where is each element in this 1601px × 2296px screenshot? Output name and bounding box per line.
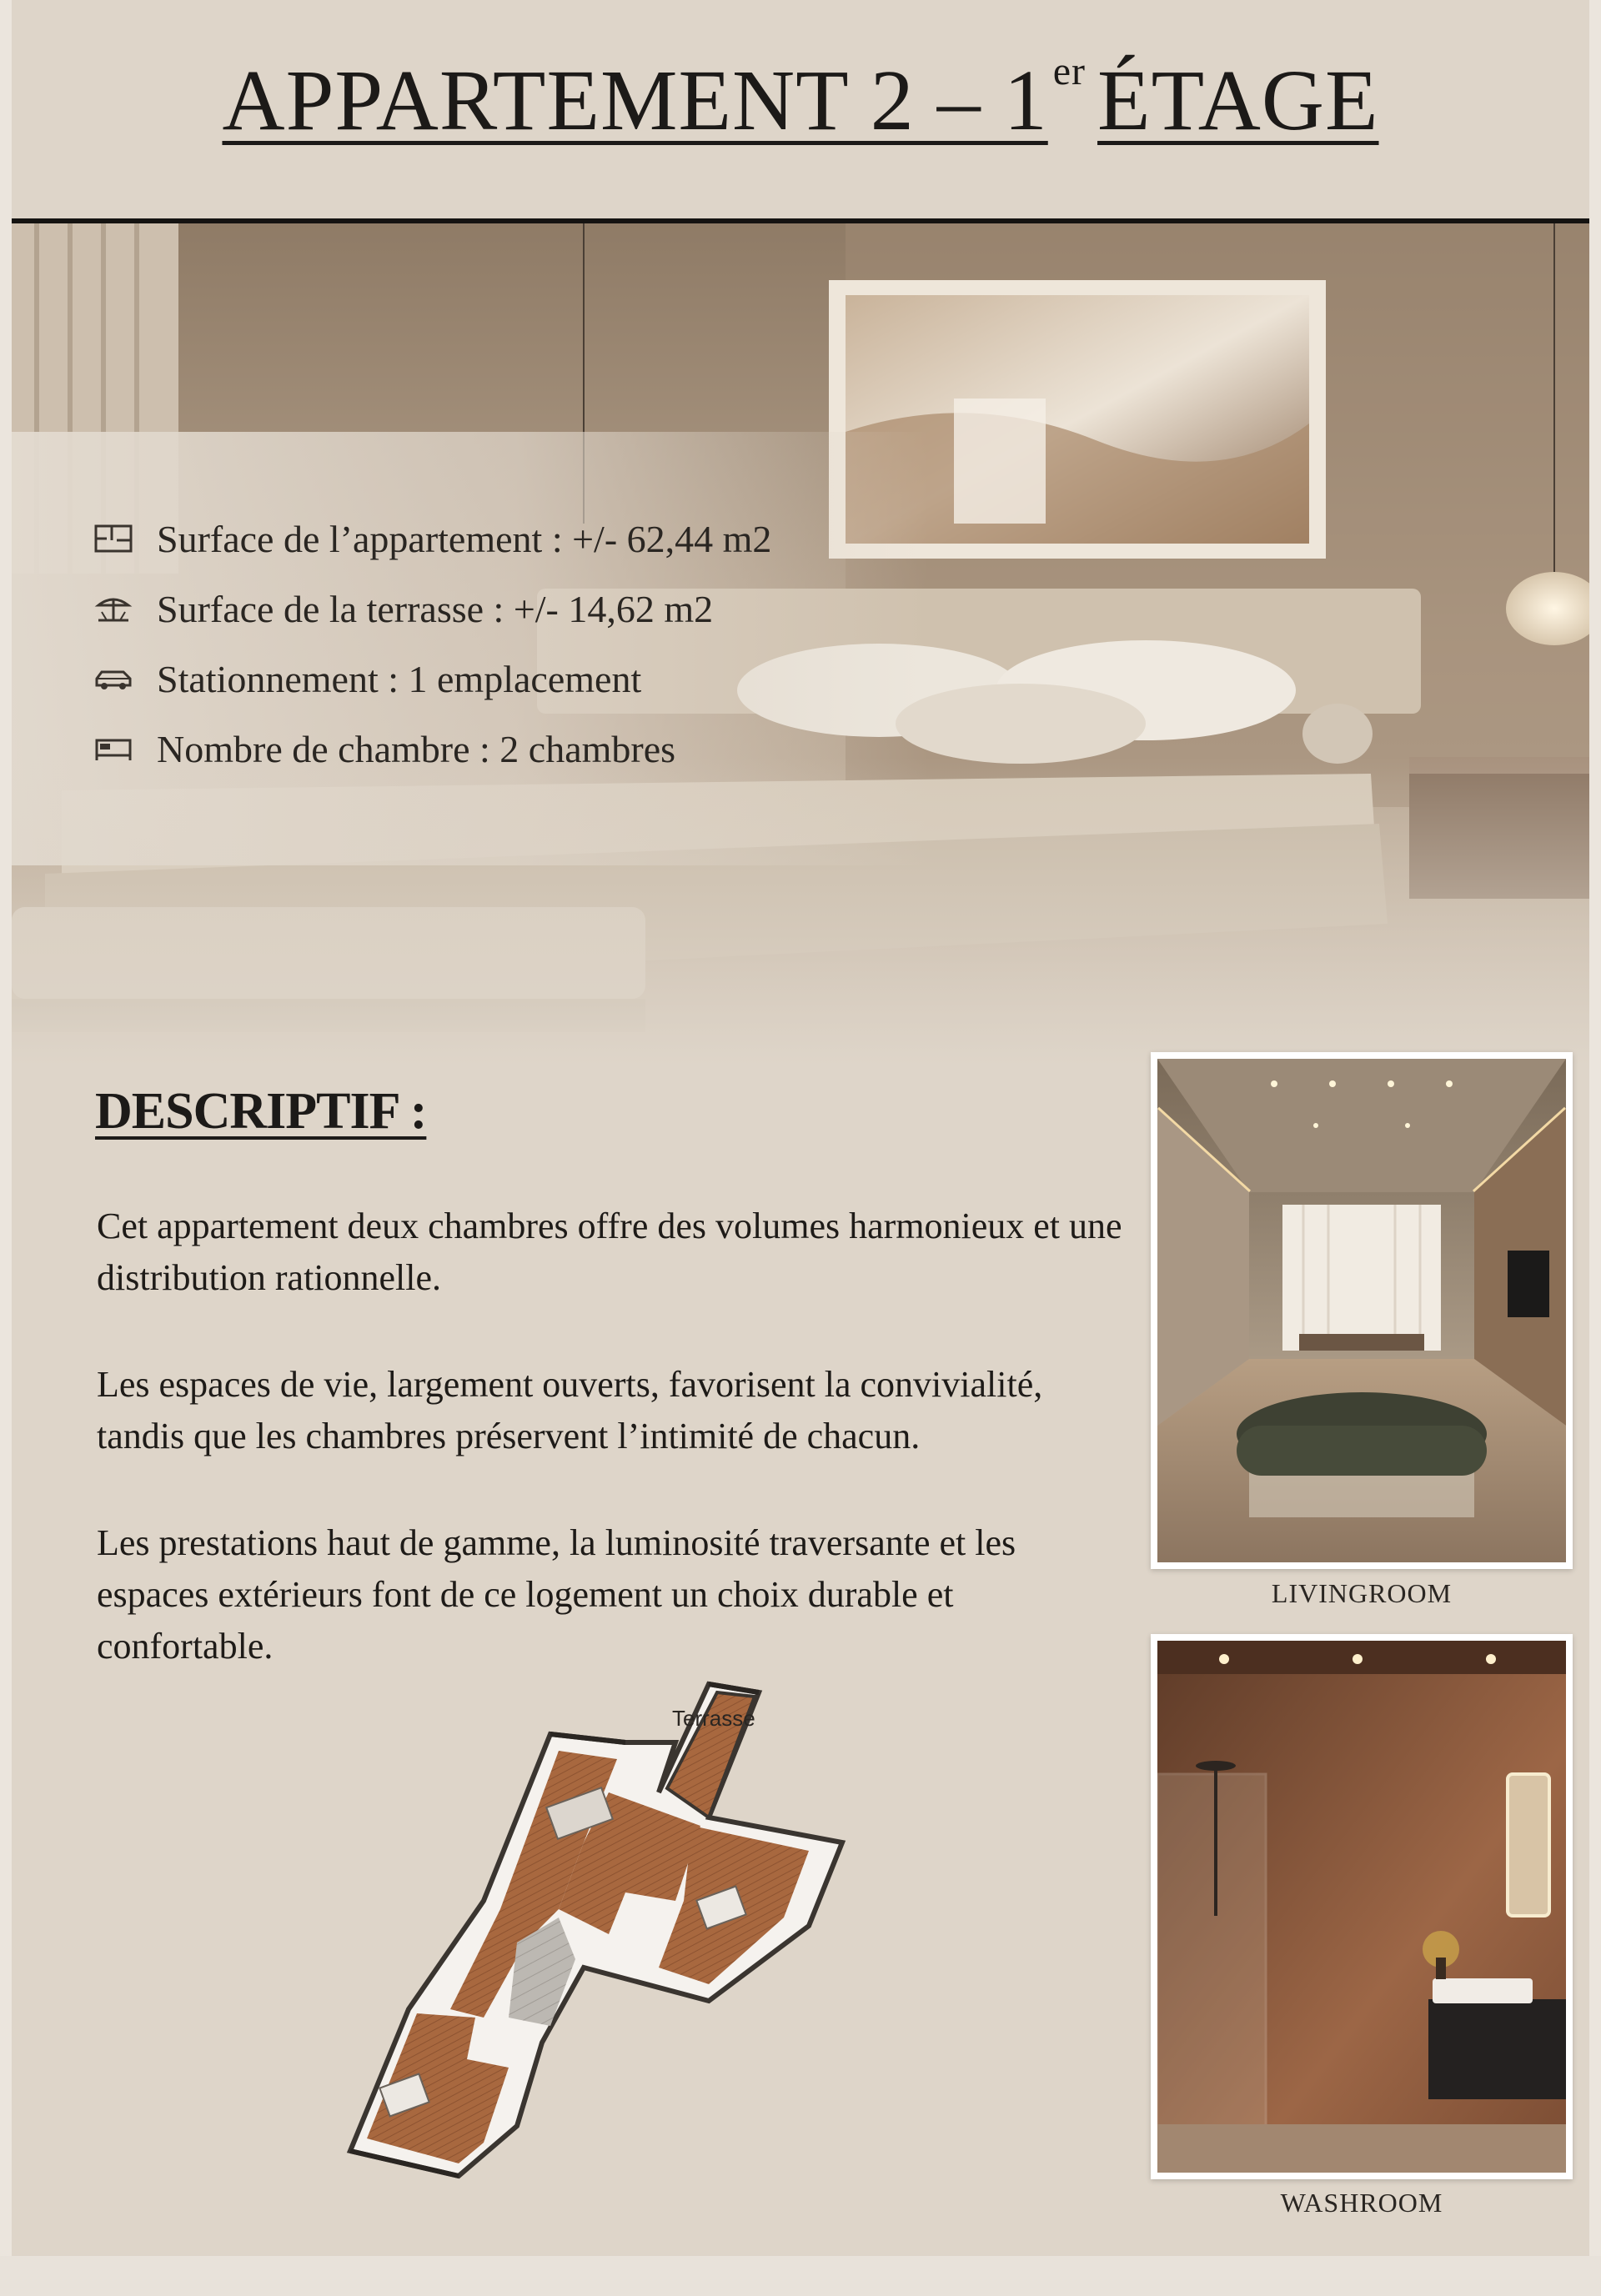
livingroom-caption: LIVINGROOM bbox=[1271, 1578, 1453, 1608]
feature-surface bbox=[93, 504, 771, 574]
floor-plan-icon bbox=[93, 524, 133, 554]
feature-surface-text: Surface de l’appartement : +/- 62,44 m2 bbox=[157, 517, 772, 560]
bottom-band bbox=[0, 2256, 1601, 2296]
terrace-label: Terrasse bbox=[672, 1706, 755, 1731]
washroom-photo bbox=[1151, 1634, 1573, 2179]
feature-parking-text: Stationnement : 1 emplacement bbox=[157, 657, 642, 700]
livingroom-photo bbox=[1151, 1052, 1573, 1569]
feature-terrace-text: Surface de la terrasse : +/- 14,62 m2 bbox=[157, 587, 714, 630]
title-floor: ÉTAGE bbox=[1097, 53, 1379, 148]
feature-parking bbox=[93, 644, 771, 714]
description-paragraph: Les espaces de vie, largement ouverts, favorisent la convivialité, tandis que les chambres préservent l’intimité de chacun. bbox=[97, 1364, 1043, 1456]
floor-plan-image bbox=[309, 1659, 992, 2193]
washroom-caption: WASHROOM bbox=[1280, 2188, 1443, 2218]
feature-list bbox=[93, 504, 771, 784]
title-superscript: er bbox=[1052, 49, 1087, 93]
title-main: APPARTEMENT 2 – 1 bbox=[222, 53, 1048, 148]
page-title bbox=[0, 49, 1601, 148]
feature-terrace bbox=[93, 574, 771, 644]
bed-icon bbox=[93, 734, 133, 764]
feature-bedrooms bbox=[93, 714, 771, 784]
left-margin bbox=[0, 0, 12, 2296]
car-icon bbox=[93, 664, 133, 694]
description-heading: DESCRIPTIF : bbox=[95, 1083, 427, 1140]
description-paragraph: Les prestations haut de gamme, la luminosité traversante et les espaces extérieurs font de ce logement un choix durable et confortable. bbox=[97, 1522, 1016, 1667]
description-paragraph: Cet appartement deux chambres offre des volumes harmonieux et une distribution rationnelle. bbox=[97, 1206, 1122, 1298]
feature-bedrooms-text: Nombre de chambre : 2 chambres bbox=[157, 727, 676, 770]
right-margin bbox=[1589, 0, 1601, 2296]
terrace-umbrella-icon bbox=[93, 594, 133, 624]
